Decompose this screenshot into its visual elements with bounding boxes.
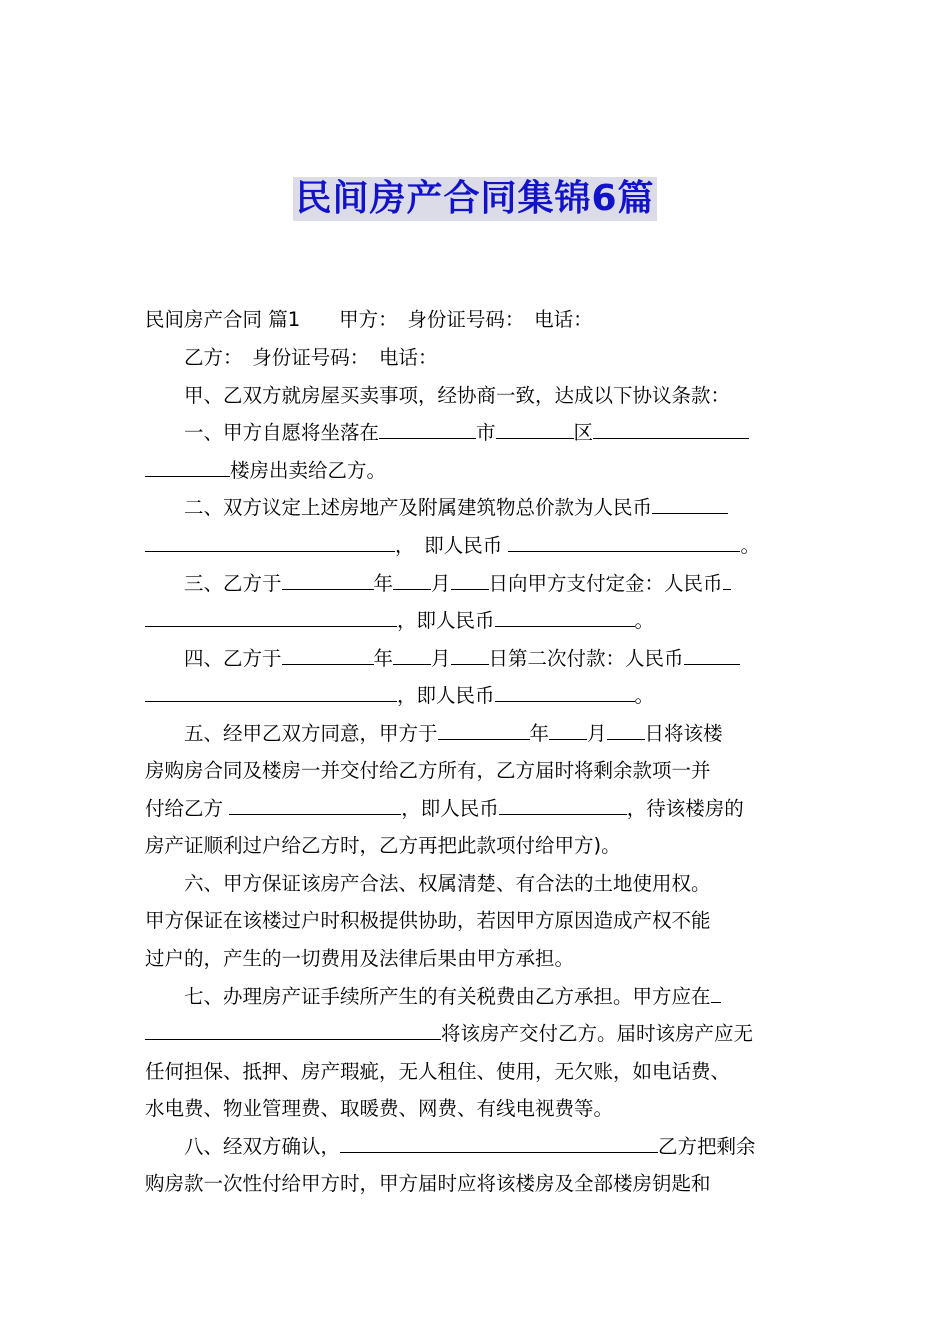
paragraph-line	[145, 716, 723, 752]
fill-in-blank[interactable]	[499, 792, 627, 815]
text: 。	[634, 684, 655, 707]
fill-in-blank[interactable]	[451, 642, 489, 665]
text: 将该房产交付乙方。届时该房产应无	[441, 1022, 754, 1045]
text: 日将该楼	[644, 722, 723, 745]
fill-in-blank[interactable]	[723, 567, 731, 590]
paragraph-line	[145, 791, 744, 827]
paragraph-line	[145, 641, 740, 677]
fill-in-blank[interactable]	[282, 642, 374, 665]
text: 市	[476, 421, 496, 444]
text: 购房款一次性付给甲方时，甲方届时应将该楼房及全部楼房钥匙和	[145, 1172, 711, 1195]
text: 年	[373, 572, 394, 595]
text: 六、甲方保证该房产合法、权属清楚、有合法的土地使用权。	[145, 872, 711, 895]
text: 月	[587, 722, 607, 745]
fill-in-blank[interactable]	[145, 454, 230, 477]
text: 八、经双方确认，	[145, 1135, 341, 1158]
fill-in-blank[interactable]	[684, 642, 740, 665]
text: 三、乙方于	[145, 572, 282, 595]
paragraph-line	[145, 678, 654, 714]
text: 楼房出卖给乙方。	[230, 459, 387, 482]
paragraph-line	[145, 866, 711, 902]
text: 。	[740, 534, 760, 557]
text: 一、甲方自愿将坐落在	[145, 421, 380, 444]
fill-in-blank[interactable]	[451, 567, 489, 590]
text: 乙方： 身份证号码： 电话：	[145, 346, 438, 369]
text: 年	[529, 722, 550, 745]
fill-in-blank[interactable]	[282, 567, 374, 590]
page-title-text: 民间房产合同集锦6篇	[295, 178, 655, 219]
text: 过户的，产生的一切费用及法律后果由甲方承担。	[145, 947, 575, 970]
fill-in-blank[interactable]	[393, 642, 431, 665]
paragraph-line	[145, 1166, 711, 1202]
text: 日向甲方支付定金：人民币	[488, 572, 723, 595]
text: 乙方把剩余	[658, 1135, 756, 1158]
fill-in-blank[interactable]	[145, 604, 397, 627]
paragraph-line	[145, 528, 760, 564]
paragraph-line	[145, 941, 574, 977]
paragraph-line	[145, 1091, 613, 1127]
text: 七、办理房产证手续所产生的有关税费由乙方承担。甲方应在	[145, 985, 711, 1008]
fill-in-blank[interactable]	[145, 529, 395, 552]
text: 房产证顺利过户给乙方时，乙方再把此款项付给甲方)。	[145, 834, 621, 857]
text: ， 即人民币	[395, 534, 503, 557]
text: 水电费、物业管理费、取暖费、网费、有线电视费等。	[145, 1097, 614, 1120]
paragraph-line	[145, 903, 711, 939]
text: 民间房产合同 篇1 甲方： 身份证号码： 电话：	[145, 308, 593, 331]
paragraph-line	[145, 340, 438, 376]
paragraph-line	[145, 603, 654, 639]
paragraph-line	[145, 753, 711, 789]
text: ，即人民币	[397, 684, 495, 707]
page-title	[0, 177, 950, 227]
fill-in-blank[interactable]	[145, 679, 397, 702]
fill-in-blank[interactable]	[549, 717, 587, 740]
paragraph-line	[145, 1054, 730, 1090]
text: 年	[373, 647, 394, 670]
text: 二、双方议定上述房地产及附属建筑物总价款为人民币	[145, 496, 653, 519]
text: 月	[431, 572, 451, 595]
fill-in-blank[interactable]	[495, 679, 635, 702]
fill-in-blank[interactable]	[496, 416, 574, 439]
paragraph-line	[145, 378, 730, 414]
paragraph-line	[145, 566, 731, 602]
text: ，即人民币	[401, 797, 499, 820]
text: 区	[573, 421, 594, 444]
text: 房购房合同及楼房一并交付给乙方所有，乙方届时将剩余款项一并	[145, 759, 711, 782]
text: 月	[431, 647, 451, 670]
fill-in-blank[interactable]	[145, 1017, 441, 1040]
text: 付给乙方	[145, 797, 224, 820]
fill-in-blank[interactable]	[711, 980, 721, 1003]
text: 日第二次付款：人民币	[488, 647, 684, 670]
text: 任何担保、抵押、房产瑕疵，无人租住、使用，无欠账，如电话费、	[145, 1060, 731, 1083]
paragraph-line	[145, 1129, 756, 1165]
fill-in-blank[interactable]	[495, 604, 635, 627]
text: ，待该楼房的	[626, 797, 744, 820]
fill-in-blank[interactable]	[229, 792, 401, 815]
fill-in-blank[interactable]	[379, 416, 476, 439]
paragraph-line	[145, 1016, 753, 1052]
text: 甲方保证在该楼过户时积极提供协助，若因甲方原因造成产权不能	[145, 909, 711, 932]
text: ，即人民币	[397, 609, 495, 632]
fill-in-blank[interactable]	[438, 717, 530, 740]
fill-in-blank[interactable]	[393, 567, 431, 590]
fill-in-blank[interactable]	[340, 1130, 658, 1153]
paragraph-line	[145, 979, 721, 1015]
fill-in-blank[interactable]	[607, 717, 645, 740]
fill-in-blank[interactable]	[508, 529, 740, 552]
text: 四、乙方于	[145, 647, 282, 670]
text: 五、经甲乙双方同意，甲方于	[145, 722, 438, 745]
paragraph-line	[145, 490, 728, 526]
paragraph-line	[145, 828, 621, 864]
fill-in-blank[interactable]	[652, 491, 728, 514]
paragraph-heading-line	[145, 302, 593, 338]
paragraph-line	[145, 453, 386, 489]
text: 。	[634, 609, 655, 632]
fill-in-blank[interactable]	[593, 416, 749, 439]
paragraph-line	[145, 415, 749, 451]
text: 甲、乙双方就房屋买卖事项，经协商一致，达成以下协议条款：	[145, 384, 731, 407]
